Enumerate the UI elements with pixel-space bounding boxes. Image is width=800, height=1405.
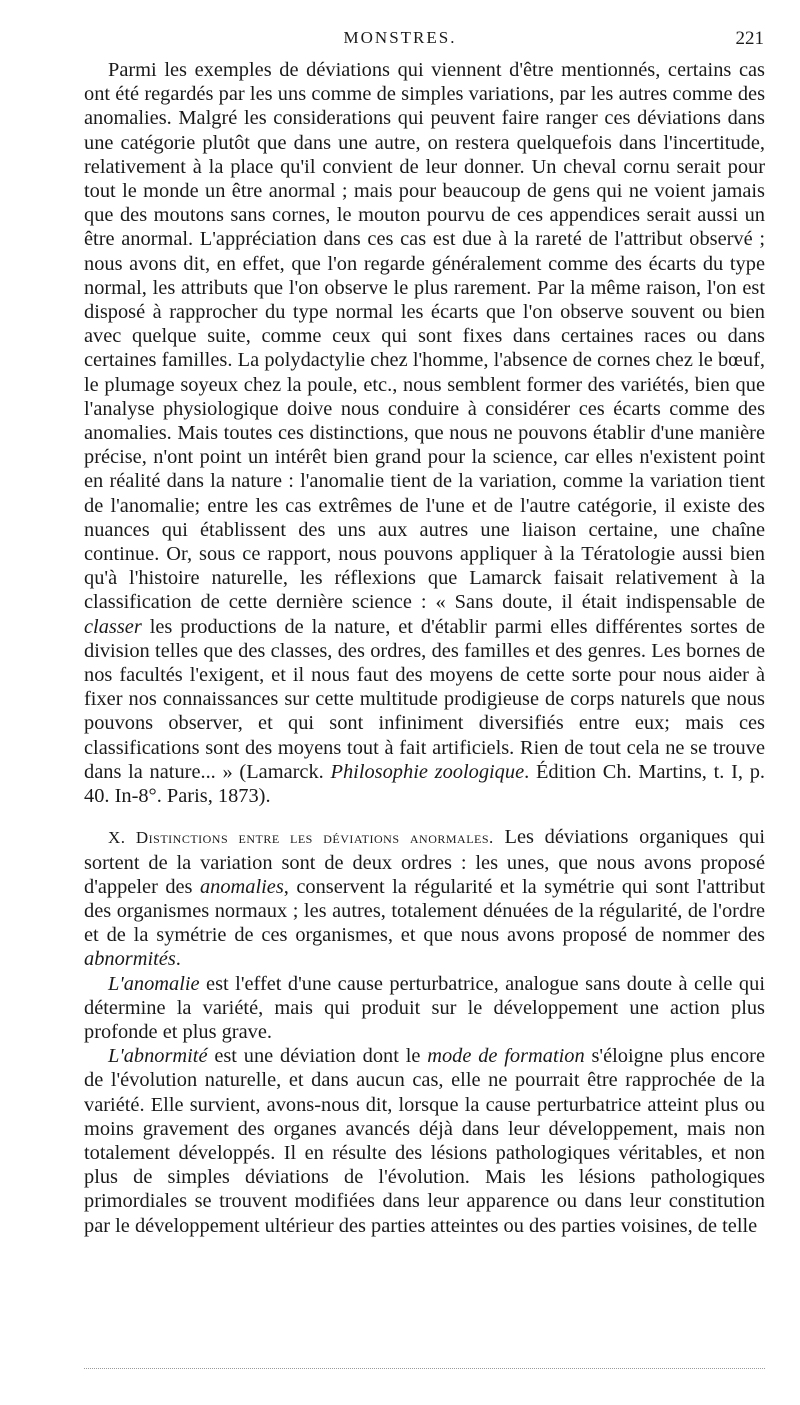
emphasis-classer: classer xyxy=(84,615,142,638)
running-title: MONSTRES. xyxy=(343,28,457,47)
paragraph-text: est l'effet d'une cause perturbatrice, analogue sans doute à celle qui détermine la variété, mais qui produit sur le développement une action plus profonde et plus grave. xyxy=(84,972,765,1043)
bottom-rule xyxy=(84,1368,765,1369)
page-number: 221 xyxy=(735,28,764,49)
body-text xyxy=(84,58,765,1238)
emphasis-abnormites: abnormités xyxy=(84,948,176,971)
paragraph-section-x xyxy=(84,825,765,971)
emphasis-book-title: Philosophie zoologique xyxy=(330,760,525,783)
paragraph-anomalie xyxy=(84,972,765,1045)
paragraph-text: s'éloigne plus encore de l'évolution naturelle, et dans aucun cas, elle ne pourrait être rapprochée de la variété. Elle survient, avons-nous dit, lorsque la cause perturbatrice atteint plus ou moins gravement des organes avancés déjà dans leur développement, mais non totalement développés. Il en résulte des lésions pathologiques véritables, et non plus de simples déviations de l'évolution. Mais les lésions pathologiques primordiales se trouvent modifiées dans leur apparence ou dans leur constitution par le développement ultérieur des parties atteintes ou des parties voisines, de telle xyxy=(84,1045,765,1237)
paragraph-text: . xyxy=(175,948,181,971)
emphasis-anomalie: L'anomalie xyxy=(108,972,200,995)
paragraph-text: Parmi les exemples de déviations qui viennent d'être mentionnés, certains cas ont été regardés par les uns comme de simples variations, par les autres comme des anomalies. Malgré les considerations qui peuvent faire ranger ces déviations dans une catégorie plutôt que dans une autre, on restera quelquefois dans l'incertitude, relativement à la place qu'il convient de leur donner. Un cheval cornu serait pour tout le monde un être anormal ; mais pour beaucoup de gens qui ne voient jamais que des moutons sans cornes, le mouton pourvu de ces appendices serait aussi un être anormal. L'appréciation dans ces cas est due à la rareté de l'attribut observé ; nous avons dit, en effet, que l'on regarde généralement comme des écarts du type normal, les attributs que l'on observe le plus rarement. Par la même raison, l'on est disposé à rapprocher du type normal les écarts que l'on observe souvent ou bien avec quelque suite, comme ceux qui sont fixes dans certaines races ou dans certaines familles. La polydactylie chez l'homme, l'absence de cornes chez le bœuf, le plumage soyeux chez la poule, etc., nous semblent former des variétés, bien que l'analyse physiologique doive nous conduire à considérer ces écarts comme des anomalies. Mais toutes ces distinctions, que nous ne pouvons établir d'une manière précise, n'ont point un intérêt bien grand pour la science, car elles n'existent point en réalité dans la nature : l'anomalie tient de la variation, comme la variation tient de l'anomalie; entre les cas extrêmes de l'une et de l'autre catégorie, il existe des nuances qui établissent des uns aux autres une liaison certaine, une chaîne continue. Or, sous ce rapport, nous pouvons appliquer à la Tératologie aussi bien qu'à l'histoire naturelle, les réflexions que Lamarck faisait relativement à la classification de cette dernière science : « Sans doute, il était indispensable de xyxy=(84,59,765,614)
running-head xyxy=(0,28,800,52)
emphasis-anomalies: anomalies xyxy=(199,875,284,898)
emphasis-mode-de-formation: mode de formation xyxy=(427,1045,585,1068)
paragraph-text: Les déviations organiques qui sortent de la variation sont de deux ordres : les unes, que nous avons proposé d'appeler des xyxy=(84,826,765,898)
paragraph-text: est une déviation dont le xyxy=(207,1045,428,1068)
paragraph-abnormite xyxy=(84,1044,765,1238)
paragraph-text: , conservent la régularité et la symétrie qui sont l'attribut des organismes normaux ; les autres, totalement dénuées de la régularité, de l'ordre et de la symétrie de ces organismes, et que nous avons proposé de nommer des xyxy=(84,875,765,947)
paragraph-lamarck xyxy=(84,58,765,808)
paragraph-text: . Édition Ch. Martins, t. I, p. 40. In-8°. Paris, 1873). xyxy=(84,760,766,808)
emphasis-abnormite: L'abnormité xyxy=(108,1045,208,1068)
section-heading: X. Distinctions entre les déviations anormales. xyxy=(108,828,494,848)
paragraph-text: les productions de la nature, et d'établir parmi elles différentes sortes de division telles que des classes, des ordres, des familles et des genres. Les bornes de nos facultés l'exigent, et il nous faut des moyens de cette sorte pour nous aider à fixer nos connaissances sur cette multitude prodigieuse de corps naturels que nous pouvons observer, et qui sont infiniment diversifiés entre eux; mais ces classifications sont des moyens tout à fait artificiels. Rien de tout cela ne se trouve dans la nature... » (Lamarck. xyxy=(84,615,765,783)
